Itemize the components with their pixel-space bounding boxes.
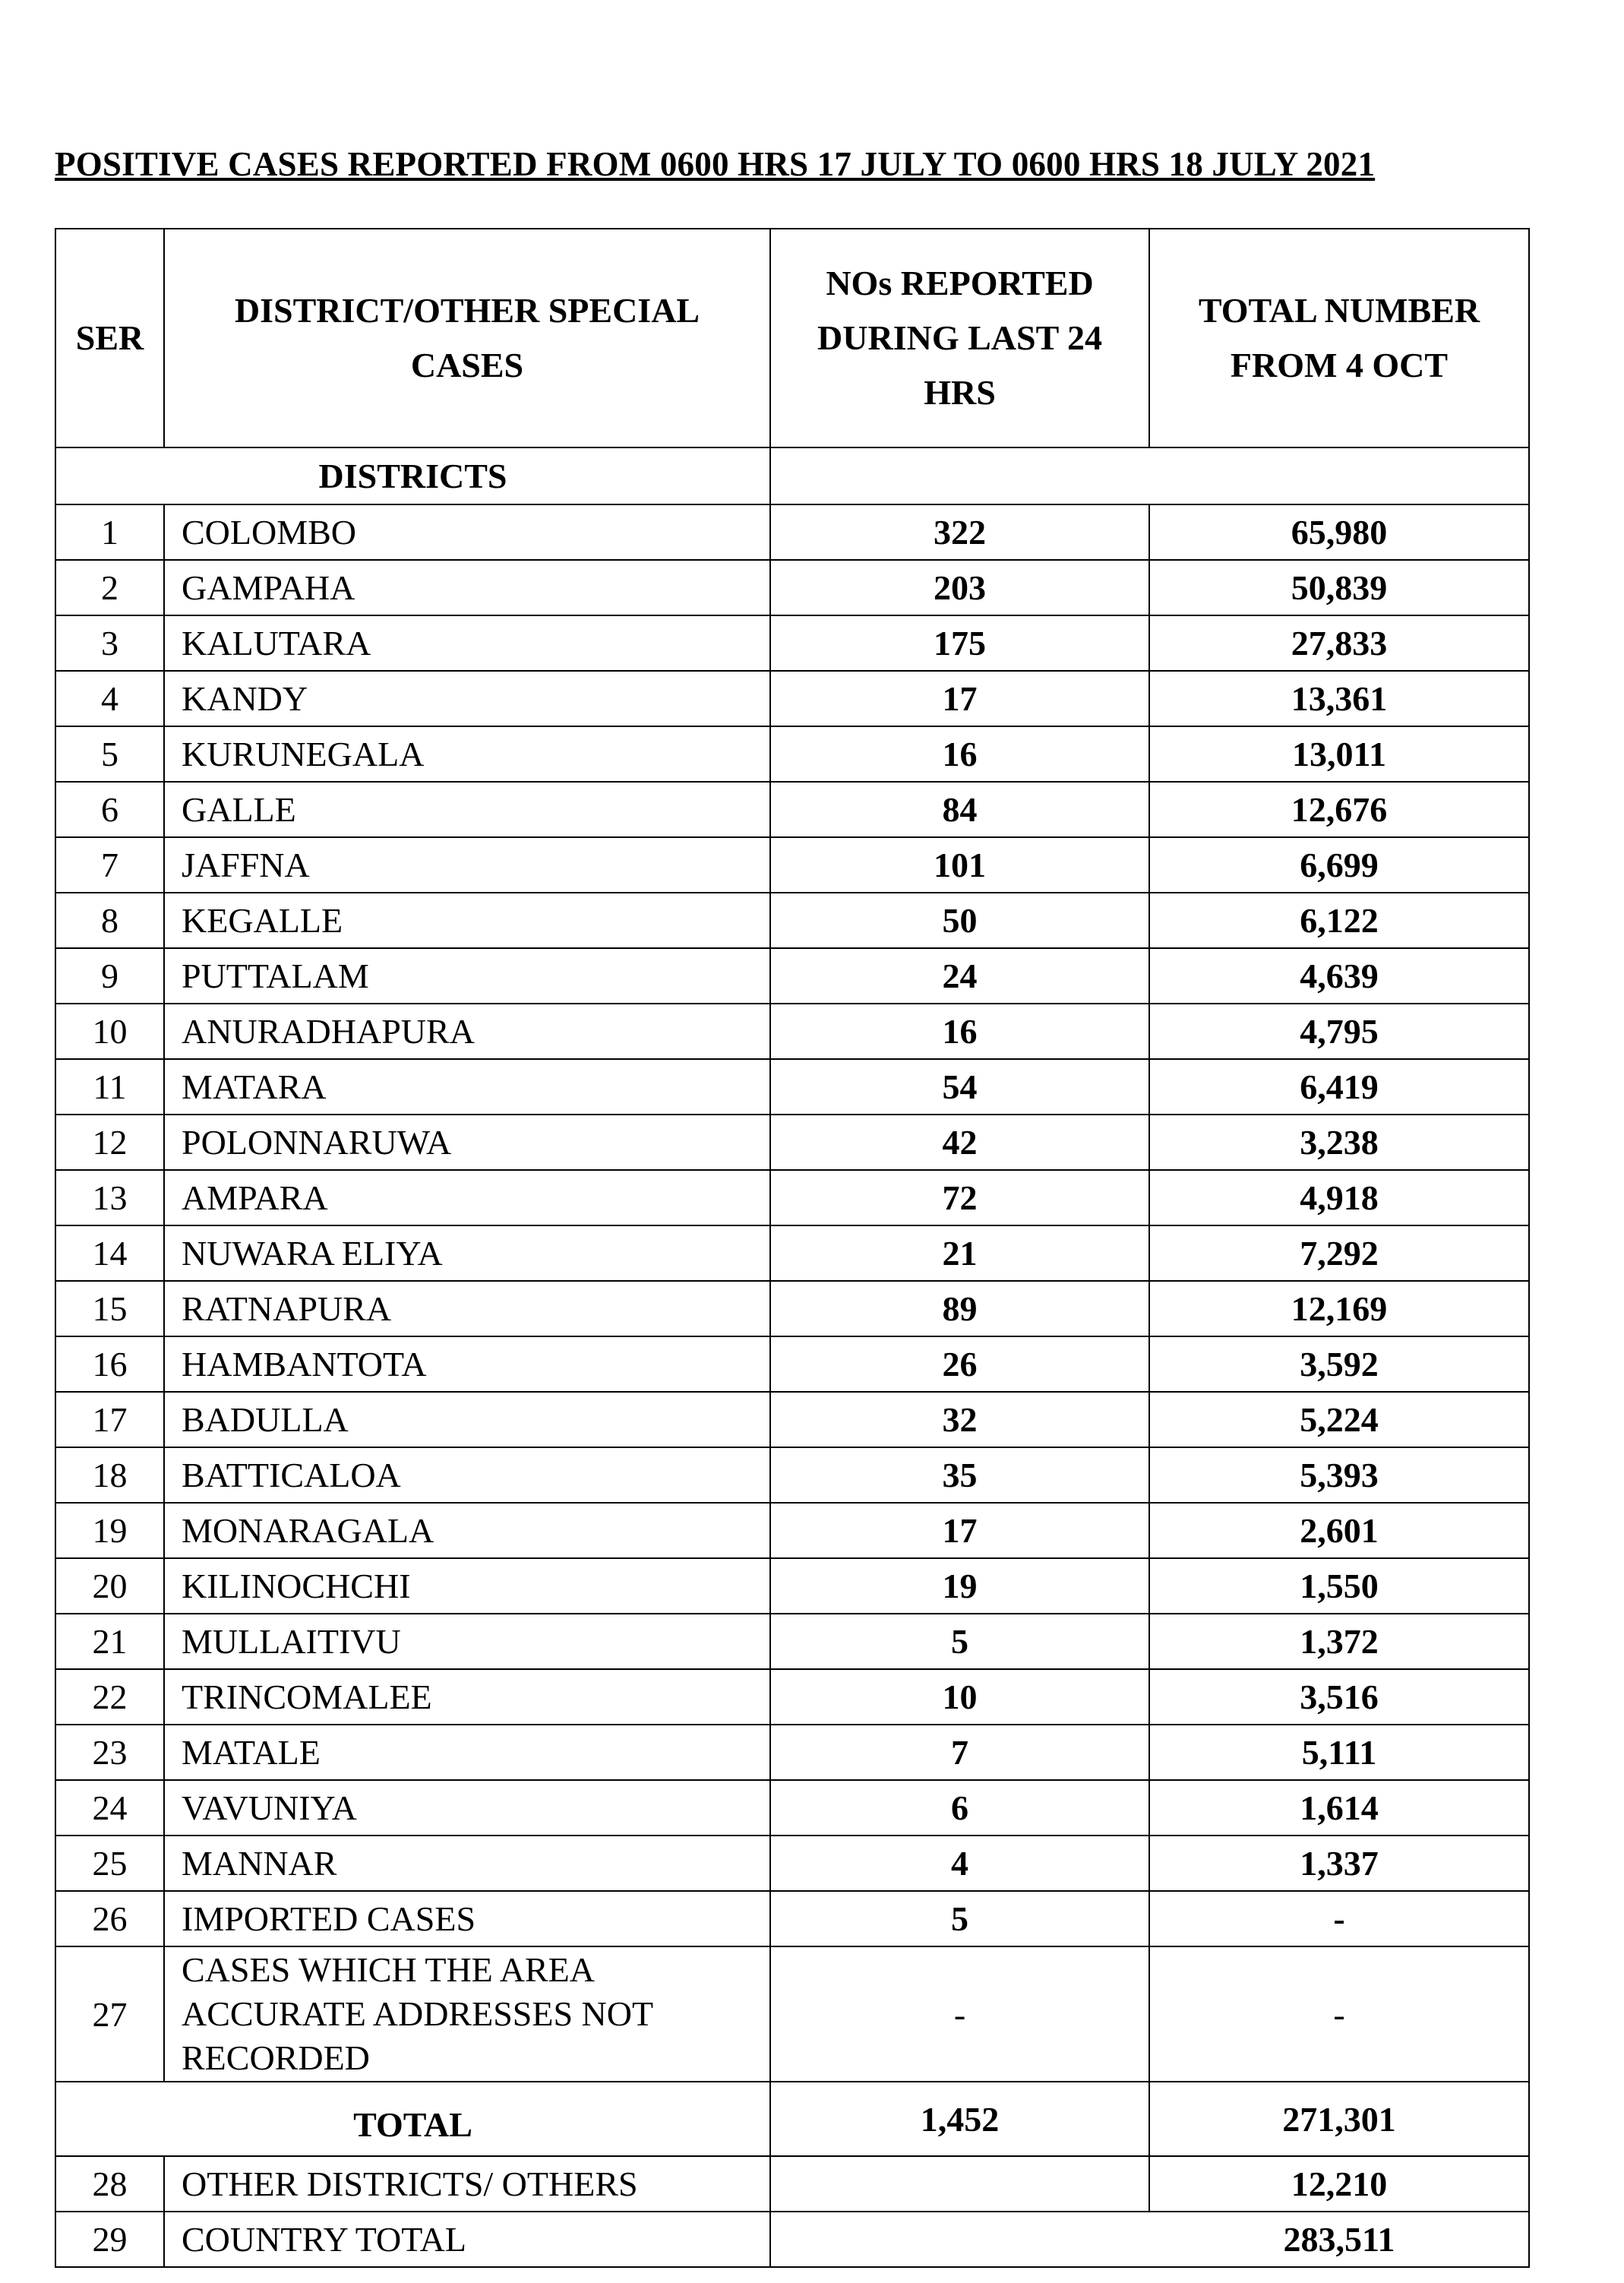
district-cell: GALLE	[164, 782, 770, 837]
cases-table	[55, 228, 1530, 2268]
total-cell: 2,601	[1149, 1503, 1529, 1558]
table-row	[55, 1503, 1529, 1558]
table-row	[55, 893, 1529, 948]
district-cell: KALUTARA	[164, 615, 770, 671]
total-cell: 5,111	[1149, 1725, 1529, 1780]
ser-cell: 26	[55, 1891, 164, 1946]
last-24-hrs-cell: 32	[770, 1392, 1149, 1447]
district-cell: KILINOCHCHI	[164, 1558, 770, 1614]
section-label: DISTRICTS	[55, 447, 770, 504]
total-from-4-oct: 271,301	[1149, 2082, 1529, 2156]
table-header-row	[55, 229, 1529, 447]
last-24-hrs-cell: 21	[770, 1225, 1149, 1281]
total-cell: 283,511	[770, 2212, 1529, 2267]
header-ser: SER	[55, 229, 164, 447]
ser-cell: 22	[55, 1669, 164, 1725]
total-cell: 27,833	[1149, 615, 1529, 671]
ser-cell: 4	[55, 671, 164, 726]
table-row	[55, 1725, 1529, 1780]
ser-cell: 8	[55, 893, 164, 948]
ser-cell: 6	[55, 782, 164, 837]
total-cell: 1,550	[1149, 1558, 1529, 1614]
table-row	[55, 1669, 1529, 1725]
ser-cell: 3	[55, 615, 164, 671]
table-row	[55, 2156, 1529, 2212]
ser-cell: 11	[55, 1059, 164, 1115]
table-row	[55, 726, 1529, 782]
last-24-hrs-cell: 17	[770, 671, 1149, 726]
last-24-hrs-cell: 50	[770, 893, 1149, 948]
ser-cell: 28	[55, 2156, 164, 2212]
last-24-hrs-cell: -	[770, 1946, 1149, 2082]
district-cell	[164, 1946, 770, 2082]
last-24-hrs-cell: 10	[770, 1669, 1149, 1725]
table-row	[55, 504, 1529, 560]
total-cell: 5,393	[1149, 1447, 1529, 1503]
total-cell: 4,918	[1149, 1170, 1529, 1225]
last-24-hrs-cell: 24	[770, 948, 1149, 1004]
district-cell: MONARAGALA	[164, 1503, 770, 1558]
district-cell: MULLAITIVU	[164, 1614, 770, 1669]
last-24-hrs-cell: 322	[770, 504, 1149, 560]
last-24-hrs-cell: 26	[770, 1336, 1149, 1392]
last-24-hrs-cell: 89	[770, 1281, 1149, 1336]
ser-cell: 12	[55, 1115, 164, 1170]
district-cell-line: CASES WHICH THE AREA	[182, 1950, 595, 1989]
ser-cell: 25	[55, 1836, 164, 1891]
ser-cell: 29	[55, 2212, 164, 2267]
district-cell: NUWARA ELIYA	[164, 1225, 770, 1281]
total-cell: 6,122	[1149, 893, 1529, 948]
table-row	[55, 1946, 1529, 2082]
last-24-hrs-cell	[770, 2156, 1149, 2212]
total-cell: 1,337	[1149, 1836, 1529, 1891]
district-cell: HAMBANTOTA	[164, 1336, 770, 1392]
total-cell: 4,795	[1149, 1004, 1529, 1059]
total-row	[55, 2082, 1529, 2156]
ser-cell: 10	[55, 1004, 164, 1059]
section-empty-cell	[770, 447, 1529, 504]
district-cell-line: RECORDED	[182, 2038, 370, 2077]
table-row	[55, 1558, 1529, 1614]
total-label: TOTAL	[55, 2082, 770, 2156]
table-row	[55, 1392, 1529, 1447]
ser-cell: 23	[55, 1725, 164, 1780]
district-cell: MATARA	[164, 1059, 770, 1115]
table-row	[55, 1614, 1529, 1669]
total-cell: 12,169	[1149, 1281, 1529, 1336]
total-cell: 5,224	[1149, 1392, 1529, 1447]
last-24-hrs-cell: 19	[770, 1558, 1149, 1614]
last-24-hrs-cell: 101	[770, 837, 1149, 893]
district-cell: PUTTALAM	[164, 948, 770, 1004]
table-row	[55, 1225, 1529, 1281]
table-row	[55, 560, 1529, 615]
total-cell: 65,980	[1149, 504, 1529, 560]
table-row	[55, 782, 1529, 837]
district-cell: OTHER DISTRICTS/ OTHERS	[164, 2156, 770, 2212]
ser-cell: 17	[55, 1392, 164, 1447]
last-24-hrs-cell: 7	[770, 1725, 1149, 1780]
district-cell: MATALE	[164, 1725, 770, 1780]
ser-cell: 13	[55, 1170, 164, 1225]
ser-cell: 16	[55, 1336, 164, 1392]
total-cell: 3,516	[1149, 1669, 1529, 1725]
last-24-hrs-cell: 203	[770, 560, 1149, 615]
district-cell: KEGALLE	[164, 893, 770, 948]
table-row	[55, 1059, 1529, 1115]
ser-cell: 15	[55, 1281, 164, 1336]
last-24-hrs-cell: 5	[770, 1891, 1149, 1946]
last-24-hrs-cell: 72	[770, 1170, 1149, 1225]
total-cell: 6,699	[1149, 837, 1529, 893]
table-row	[55, 615, 1529, 671]
last-24-hrs-cell: 175	[770, 615, 1149, 671]
district-cell: VAVUNIYA	[164, 1780, 770, 1836]
ser-cell: 21	[55, 1614, 164, 1669]
last-24-hrs-cell: 54	[770, 1059, 1149, 1115]
ser-cell: 20	[55, 1558, 164, 1614]
last-24-hrs-cell: 35	[770, 1447, 1149, 1503]
total-cell: 6,419	[1149, 1059, 1529, 1115]
table-row	[55, 2212, 1529, 2267]
total-cell: -	[1149, 1946, 1529, 2082]
total-cell: 1,614	[1149, 1780, 1529, 1836]
district-cell: POLONNARUWA	[164, 1115, 770, 1170]
table-row	[55, 671, 1529, 726]
header-last-24-hrs: NOs REPORTED DURING LAST 24 HRS	[770, 229, 1149, 447]
district-cell: MANNAR	[164, 1836, 770, 1891]
ser-cell: 14	[55, 1225, 164, 1281]
ser-cell: 27	[55, 1946, 164, 2082]
total-cell: 7,292	[1149, 1225, 1529, 1281]
table-row	[55, 948, 1529, 1004]
table-row	[55, 1281, 1529, 1336]
table-row	[55, 1447, 1529, 1503]
last-24-hrs-cell: 16	[770, 1004, 1149, 1059]
district-cell: RATNAPURA	[164, 1281, 770, 1336]
district-cell-line: ACCURATE ADDRESSES NOT	[182, 1994, 654, 2033]
total-cell: 3,238	[1149, 1115, 1529, 1170]
total-cell: 12,210	[1149, 2156, 1529, 2212]
district-cell: AMPARA	[164, 1170, 770, 1225]
district-cell: COLOMBO	[164, 504, 770, 560]
last-24-hrs-cell: 42	[770, 1115, 1149, 1170]
district-cell: BATTICALOA	[164, 1447, 770, 1503]
table-row	[55, 1836, 1529, 1891]
table-row	[55, 837, 1529, 893]
total-cell: 12,676	[1149, 782, 1529, 837]
total-cell: 3,592	[1149, 1336, 1529, 1392]
last-24-hrs-cell: 17	[770, 1503, 1149, 1558]
district-cell: BADULLA	[164, 1392, 770, 1447]
district-cell: KANDY	[164, 671, 770, 726]
total-cell: 50,839	[1149, 560, 1529, 615]
ser-cell: 18	[55, 1447, 164, 1503]
district-cell: COUNTRY TOTAL	[164, 2212, 770, 2267]
district-cell: ANURADHAPURA	[164, 1004, 770, 1059]
table-row	[55, 1780, 1529, 1836]
last-24-hrs-cell: 84	[770, 782, 1149, 837]
table-row	[55, 1891, 1529, 1946]
total-cell: 4,639	[1149, 948, 1529, 1004]
district-cell: GAMPAHA	[164, 560, 770, 615]
table-row	[55, 1336, 1529, 1392]
ser-cell: 9	[55, 948, 164, 1004]
last-24-hrs-cell: 16	[770, 726, 1149, 782]
total-cell: 13,011	[1149, 726, 1529, 782]
page-title: POSITIVE CASES REPORTED FROM 0600 HRS 17 JULY TO 0600 HRS 18 JULY 2021	[55, 145, 1376, 183]
district-cell: TRINCOMALEE	[164, 1669, 770, 1725]
last-24-hrs-cell: 4	[770, 1836, 1149, 1891]
ser-cell: 1	[55, 504, 164, 560]
ser-cell: 5	[55, 726, 164, 782]
total-cell: 13,361	[1149, 671, 1529, 726]
ser-cell: 19	[55, 1503, 164, 1558]
header-district: DISTRICT/OTHER SPECIAL CASES	[164, 229, 770, 447]
table-row	[55, 1004, 1529, 1059]
ser-cell: 7	[55, 837, 164, 893]
last-24-hrs-cell: 5	[770, 1614, 1149, 1669]
total-cell: -	[1149, 1891, 1529, 1946]
district-cell: KURUNEGALA	[164, 726, 770, 782]
section-row-districts	[55, 447, 1529, 504]
header-total-from-4-oct: TOTAL NUMBER FROM 4 OCT	[1149, 229, 1529, 447]
total-last-24-hrs: 1,452	[770, 2082, 1149, 2156]
ser-cell: 2	[55, 560, 164, 615]
ser-cell: 24	[55, 1780, 164, 1836]
table-row	[55, 1115, 1529, 1170]
district-cell: IMPORTED CASES	[164, 1891, 770, 1946]
district-cell: JAFFNA	[164, 837, 770, 893]
total-cell: 1,372	[1149, 1614, 1529, 1669]
last-24-hrs-cell: 6	[770, 1780, 1149, 1836]
table-row	[55, 1170, 1529, 1225]
